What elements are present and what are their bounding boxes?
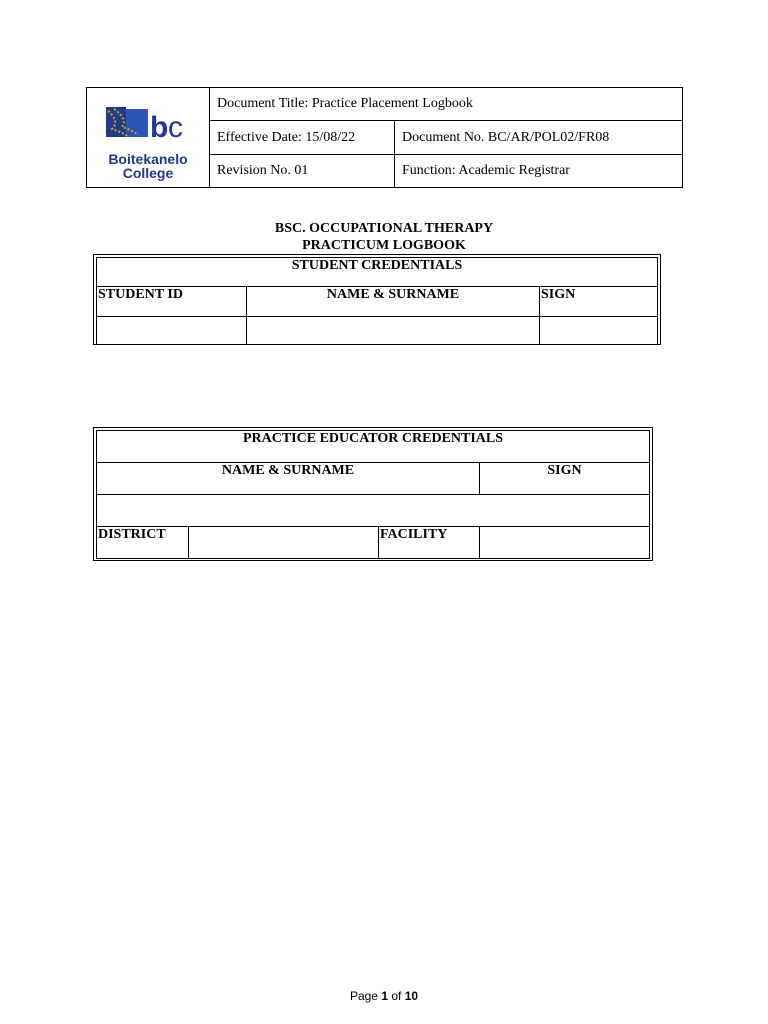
svg-text:c: c — [168, 110, 183, 144]
district-label: DISTRICT — [97, 527, 189, 559]
district-input[interactable] — [189, 527, 379, 559]
logo-cell — [87, 88, 210, 188]
revision-number-cell: Revision No. 01 — [210, 155, 395, 188]
student-id-input[interactable] — [97, 317, 247, 345]
educator-credentials-table — [93, 427, 653, 561]
student-credentials-table — [93, 254, 661, 345]
student-name-input[interactable] — [247, 317, 540, 345]
facility-input[interactable] — [480, 527, 650, 559]
effective-date-cell: Effective Date: 15/08/22 — [210, 121, 395, 155]
course-title: BSC. OCCUPATIONAL THERAPY — [274, 221, 494, 236]
document-number-cell: Document No. BC/AR/POL02/FR08 — [395, 121, 683, 155]
educator-name-sign-input[interactable] — [97, 495, 650, 527]
document-header-table — [86, 87, 683, 188]
function-cell: Function: Academic Registrar — [395, 155, 683, 188]
student-id-header: STUDENT ID — [97, 287, 247, 317]
student-sign-input[interactable] — [540, 317, 658, 345]
student-sign-header: SIGN — [540, 287, 658, 317]
page-footer — [0, 989, 768, 1003]
logo-text-line1: Boitekanelo — [108, 150, 188, 167]
student-name-header: NAME & SURNAME — [247, 287, 540, 317]
logbook-title: PRACTICUM LOGBOOK — [302, 238, 466, 253]
document-title-cell: Document Title: Practice Placement Logbook — [210, 88, 683, 121]
educator-name-header: NAME & SURNAME — [97, 463, 480, 495]
page-current: 1 — [381, 989, 388, 1003]
logo-text-line2: College — [122, 164, 174, 181]
page-word: Page — [349, 989, 378, 1003]
student-credentials-heading: STUDENT CREDENTIALS — [97, 258, 658, 287]
educator-credentials-heading: PRACTICE EDUCATOR CREDENTIALS — [97, 431, 650, 463]
of-word: of — [391, 989, 402, 1003]
college-logo — [98, 103, 198, 181]
page-total: 10 — [404, 989, 419, 1003]
logo-emblem-icon — [98, 103, 198, 147]
facility-label: FACILITY — [379, 527, 480, 559]
educator-sign-header: SIGN — [480, 463, 650, 495]
svg-text:b: b — [150, 110, 169, 144]
